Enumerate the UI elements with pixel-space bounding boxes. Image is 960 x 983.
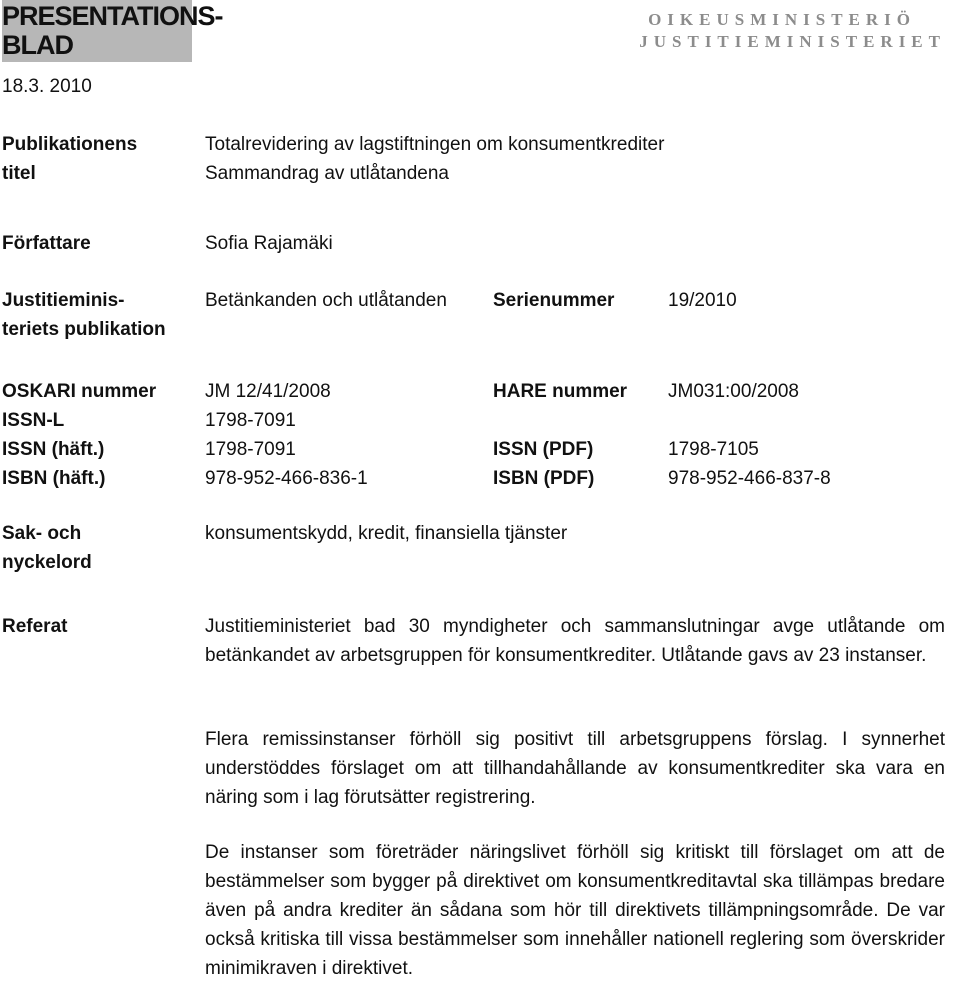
abstract-label: Referat [2, 616, 68, 637]
ministry-name-swedish: JUSTITIEMINISTERIET [639, 32, 946, 51]
title-label-line-2: titel [2, 163, 36, 184]
abstract-paragraph-2-text: Flera remissinstanser förhöll sig positivt till arbetsgruppens förslag. I synnerhet understöddes förslaget om att tillhandahållande av konsumentkrediter ska vara en näring som i lag förutsätter registrering. [205, 729, 945, 808]
author-label: Författare [2, 233, 91, 254]
issn-l-label: ISSN-L [2, 410, 65, 431]
title-value-line-1: Totalrevidering av lagstiftningen om konsumentkrediter [205, 134, 665, 155]
publication-value: Betänkanden och utlåtanden [205, 290, 447, 311]
document-type-line-1: PRESENTATIONS- [2, 1, 223, 31]
abstract-paragraph-1-text: Justitieministeriet bad 30 myndigheter och sammanslutningar avge utlåtande om betänkandet av arbetsgruppen för konsumentkrediter. Utlåtande gavs av 23 instanser. [205, 616, 945, 666]
issn-print-value: 1798-7091 [205, 439, 296, 460]
isbn-print-value: 978-952-466-836-1 [205, 468, 368, 489]
abstract-paragraph-1 [205, 612, 945, 670]
issn-pdf-value: 1798-7105 [668, 439, 759, 460]
issn-print-label: ISSN (häft.) [2, 439, 105, 460]
title-label-line-1: Publikationens [2, 134, 138, 155]
ministry-name-finnish: OIKEUSMINISTERIÖ [648, 10, 916, 29]
keywords-label-line-2: nyckelord [2, 552, 92, 573]
series-number-value: 19/2010 [668, 290, 737, 311]
hare-number-label: HARE nummer [493, 381, 628, 402]
issn-l-value: 1798-7091 [205, 410, 296, 431]
publication-label-line-2: teriets publikation [2, 319, 166, 340]
oskari-number-label: OSKARI nummer [2, 381, 157, 402]
abstract-paragraph-3-text: De instanser som företräder näringslivet förhöll sig kritiskt till förslaget om att de bestämmelser som bygger på direktivet om konsumentkreditavtal ska tillämpas bredare även på andra krediter än sådana som hör till direktivets tillämpningsområde. De var också kritiska till vissa bestämmelser som innehåller nationell reglering som överskrider minimikraven i direktivet. [205, 842, 945, 979]
document-date: 18.3. 2010 [2, 76, 92, 97]
oskari-number-value: JM 12/41/2008 [205, 381, 331, 402]
title-value-line-2: Sammandrag av utlåtandena [205, 163, 449, 184]
hare-number-value: JM031:00/2008 [668, 381, 799, 402]
keywords-label-line-1: Sak- och [2, 523, 82, 544]
author-value: Sofia Rajamäki [205, 233, 333, 254]
keywords-value: konsumentskydd, kredit, finansiella tjänster [205, 523, 568, 544]
issn-pdf-label: ISSN (PDF) [493, 439, 594, 460]
abstract-paragraph-3 [205, 838, 945, 983]
document-type-line-2: BLAD [2, 30, 73, 60]
isbn-pdf-label: ISBN (PDF) [493, 468, 595, 489]
abstract-paragraph-2 [205, 725, 945, 812]
publication-label-line-1: Justitieminis- [2, 290, 125, 311]
series-number-label: Serienummer [493, 290, 615, 311]
isbn-print-label: ISBN (häft.) [2, 468, 106, 489]
isbn-pdf-value: 978-952-466-837-8 [668, 468, 831, 489]
document-type-banner [2, 0, 223, 62]
